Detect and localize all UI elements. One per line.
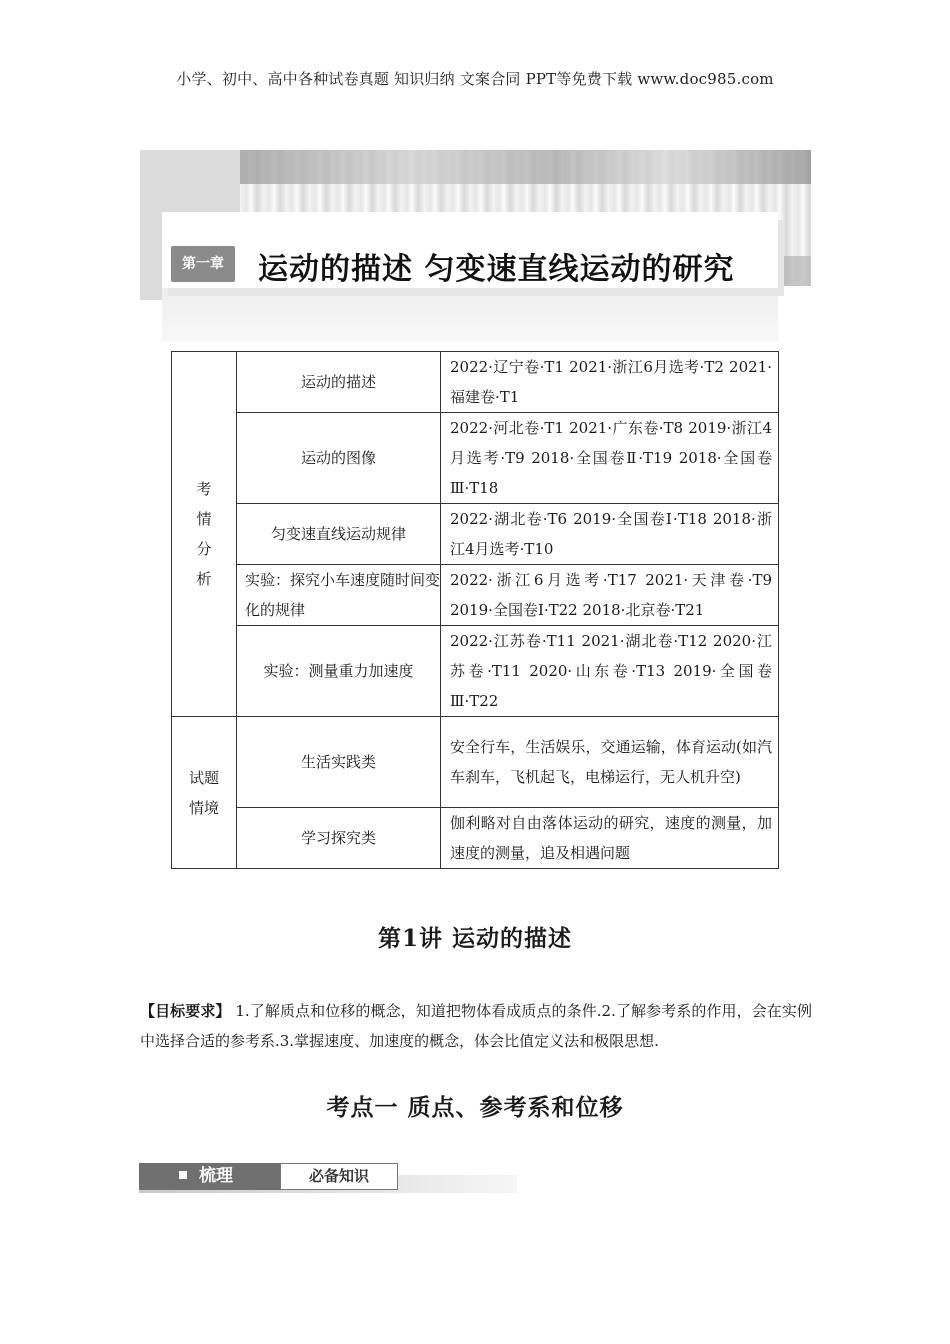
table-row — [172, 565, 779, 626]
topic-cell: 实验：测量重力加速度 — [237, 626, 441, 717]
detail-cell: 2022·江苏卷·T11 2021·湖北卷·T12 2020·江苏卷·T11 2020·山东卷·T13 2019·全国卷Ⅲ·T22 — [441, 626, 779, 717]
chapter-title: 运动的描述 匀变速直线运动的研究 — [258, 252, 735, 287]
objective-label: 【目标要求】 — [140, 1002, 231, 1020]
topic-cell: 学习探究类 — [237, 808, 441, 869]
section-bar — [139, 1163, 517, 1193]
page-header: 小学、初中、高中各种试卷真题 知识归纳 文案合同 PPT等免费下载 www.doc985.com — [176, 70, 774, 88]
detail-cell: 2022·辽宁卷·T1 2021·浙江6月选考·T2 2021·福建卷·T1 — [441, 352, 779, 413]
category-exam-analysis: 考 情 分 析 — [172, 352, 237, 717]
topic-cell: 实验：探究小车速度随时间变化的规律 — [237, 565, 441, 626]
table-row — [172, 717, 779, 808]
chapter-banner — [140, 150, 811, 342]
objective-paragraph — [140, 996, 812, 1056]
table-row — [172, 504, 779, 565]
topic-cell: 生活实践类 — [237, 717, 441, 808]
detail-cell: 安全行车，生活娱乐，交通运输，体育运动(如汽车刹车，飞机起飞，电梯运行，无人机升空) — [441, 717, 779, 808]
point-title: 考点一 质点、参考系和位移 — [326, 1094, 624, 1121]
table-row — [172, 626, 779, 717]
table-row — [172, 808, 779, 869]
section-dark-tab: 梳理 — [139, 1163, 280, 1190]
table-row — [172, 413, 779, 504]
detail-cell: 伽利略对自由落体运动的研究，速度的测量，加速度的测量，追及相遇问题 — [441, 808, 779, 869]
chapter-badge: 第一章 — [171, 246, 235, 282]
detail-cell: 2022·湖北卷·T6 2019·全国卷Ⅰ·T18 2018·浙江4月选考·T10 — [441, 504, 779, 565]
topic-cell: 运动的描述 — [237, 352, 441, 413]
category-question-context: 试题 情境 — [172, 717, 237, 869]
lesson-title: 第1讲 运动的描述 — [377, 925, 572, 952]
objective-text: 1.了解质点和位移的概念，知道把物体看成质点的条件.2.了解参考系的作用，会在实例中选择合适的参考系.3.掌握速度、加速度的概念，体会比值定义法和极限思想. — [140, 1002, 812, 1050]
detail-cell: 2022·河北卷·T1 2021·广东卷·T8 2019·浙江4月选考·T9 2018·全国卷Ⅱ·T19 2018·全国卷Ⅲ·T18 — [441, 413, 779, 504]
square-icon — [179, 1171, 187, 1179]
topic-cell: 运动的图像 — [237, 413, 441, 504]
topic-cell: 匀变速直线运动规律 — [237, 504, 441, 565]
section-light-tab: 必备知识 — [280, 1163, 398, 1190]
exam-analysis-table — [171, 351, 779, 869]
table-row — [172, 352, 779, 413]
detail-cell: 2022·浙江6月选考·T17 2021·天津卷·T9 2019·全国卷Ⅰ·T22 2018·北京卷·T21 — [441, 565, 779, 626]
